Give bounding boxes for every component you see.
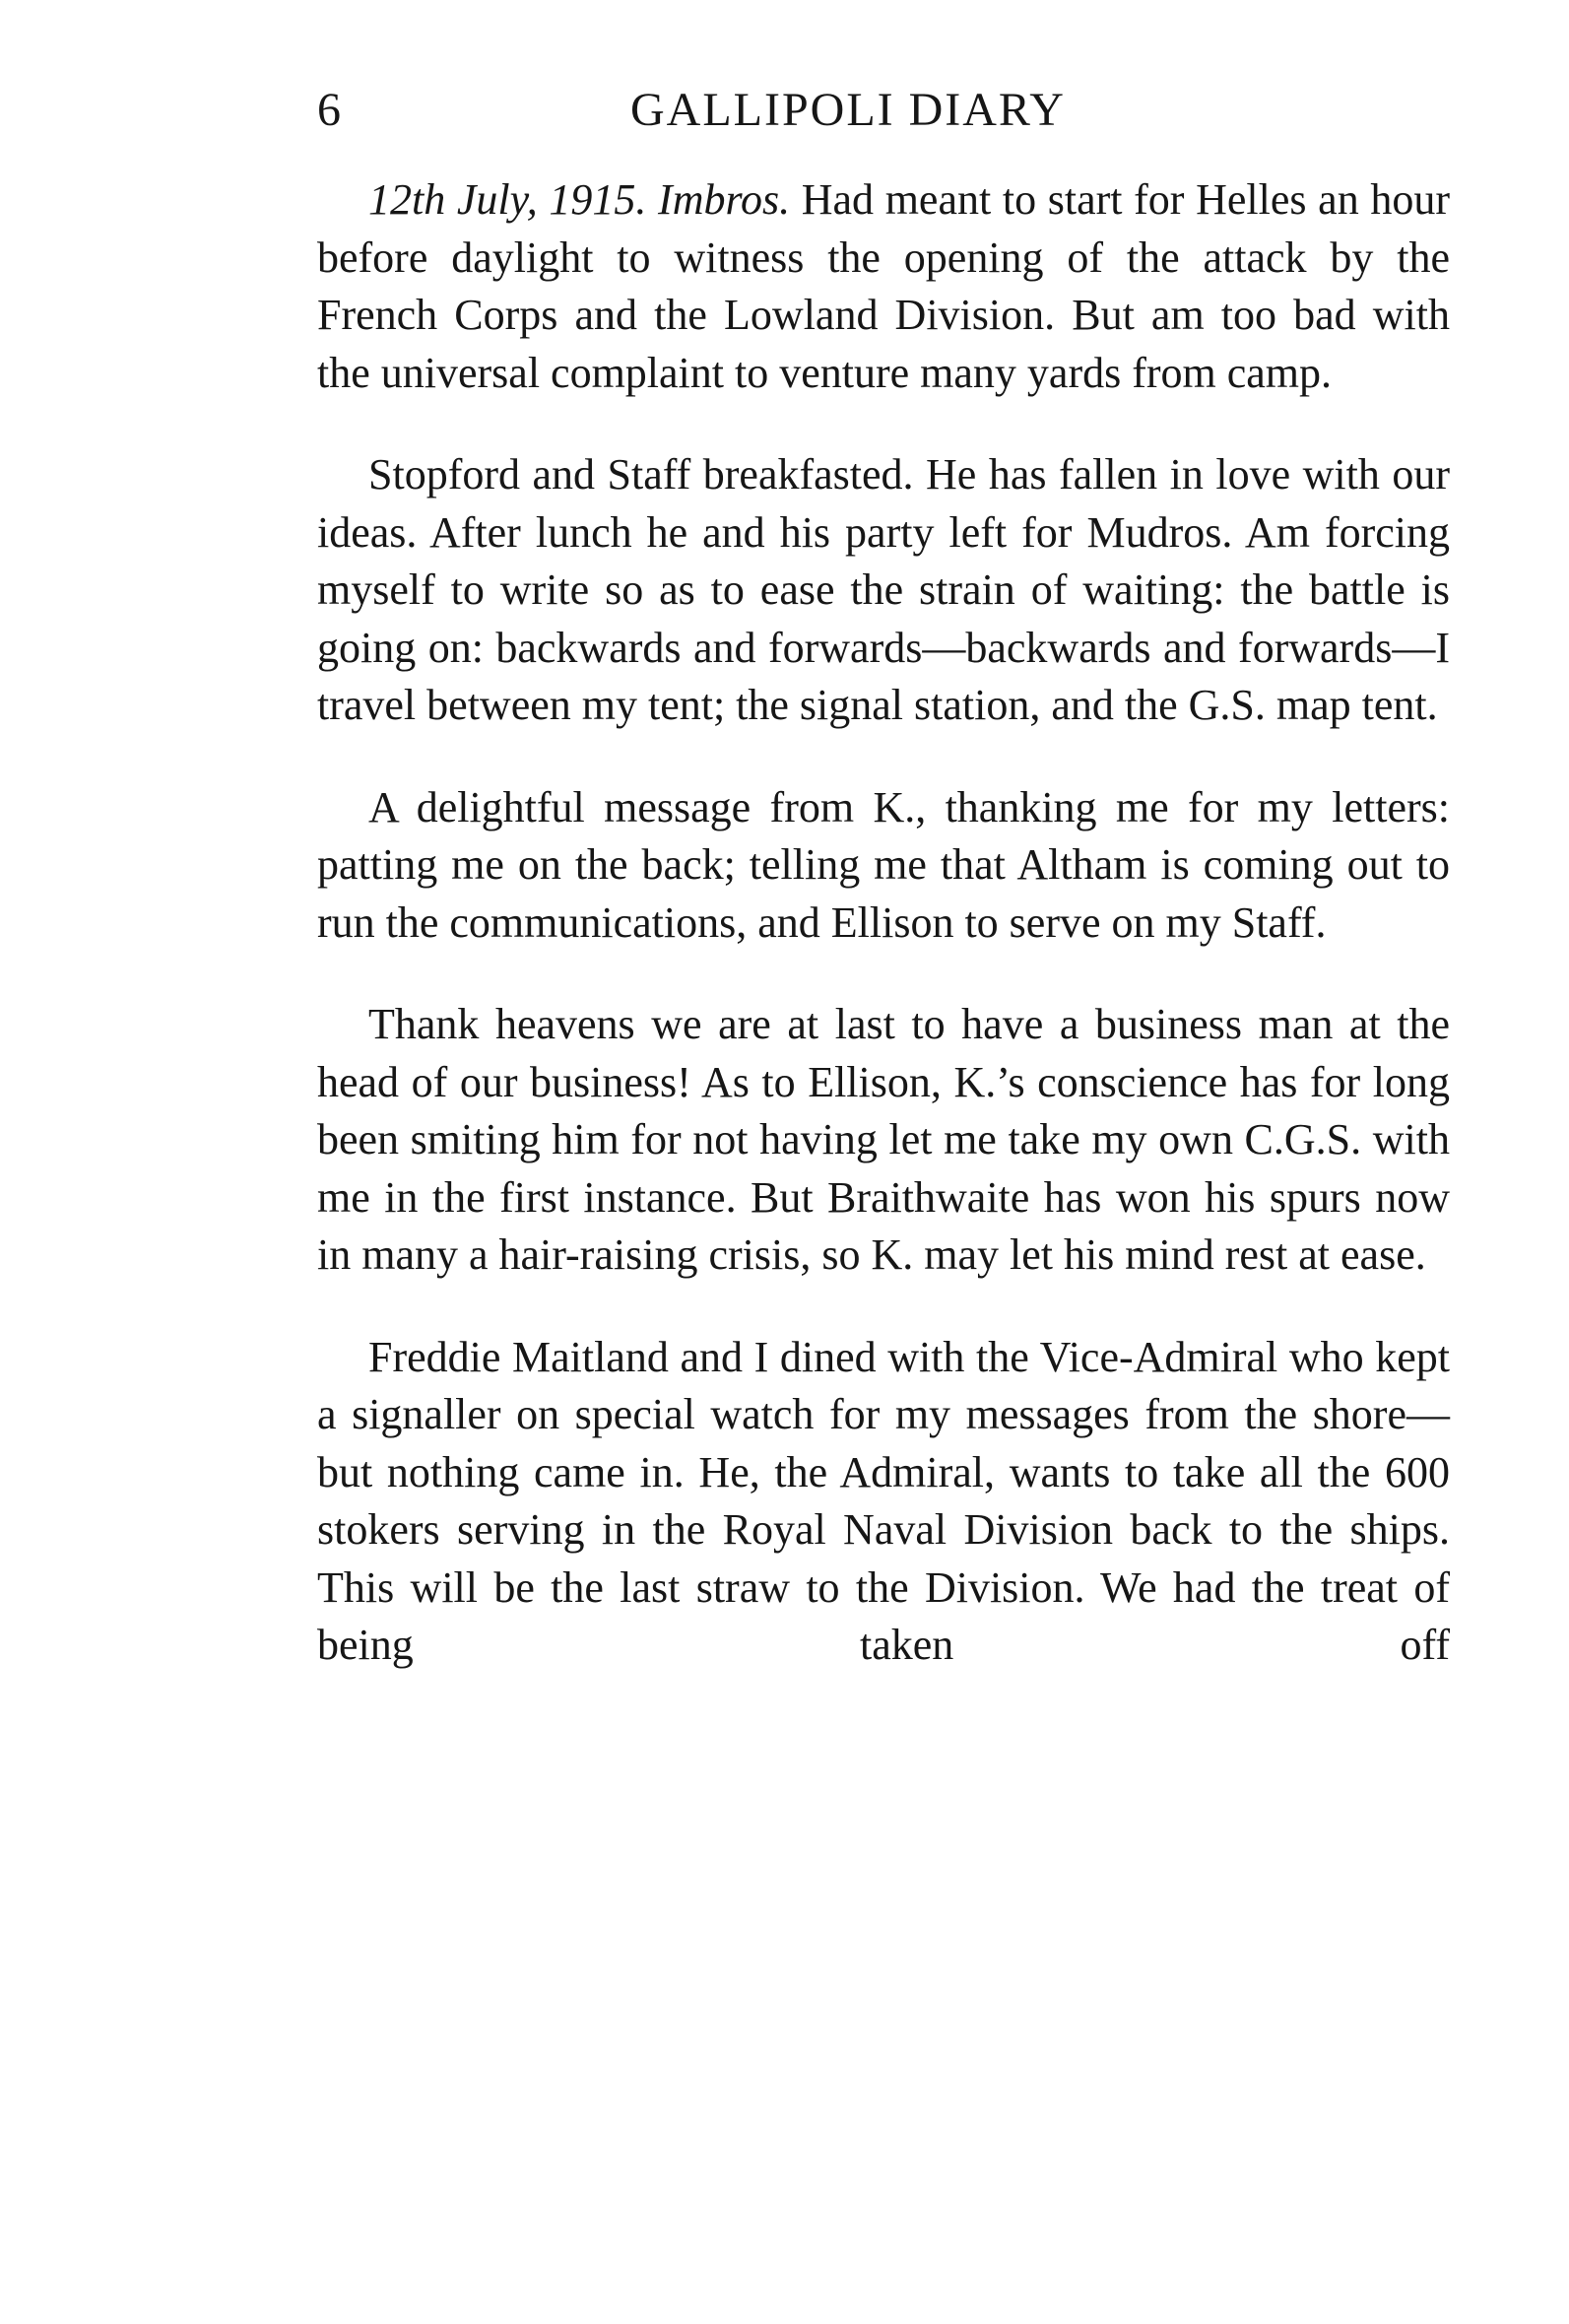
entry-place: Imbros. bbox=[658, 175, 791, 224]
entry-paragraph-1 bbox=[317, 171, 1450, 402]
paragraph-5: Freddie Maitland and I dined with the Vice-Admiral who kept a signaller on special watch for my messages from the shore—but nothing came in. He, the Admiral, wants to take all the 600 stokers serving in the Royal Naval Division back to the ships. This will be the last straw to the Division. We had the treat of being taken off bbox=[317, 1332, 1450, 1669]
book-title: GALLIPOLI DIARY bbox=[630, 84, 1066, 136]
entry-date: 12th July, 1915. bbox=[368, 175, 647, 224]
running-head bbox=[317, 83, 1450, 142]
diary-text bbox=[317, 171, 1450, 1675]
page-number: 6 bbox=[317, 84, 343, 136]
paragraph-4: Thank heavens we are at last to have a business man at the head of our business! As to Ellison, K.’s conscience has for long been smiting him for not having let me take my own C.G.S. with me in the first instance. But Braithwaite has won his spurs now in many a hair-raising crisis, so K. may let his mind rest at ease. bbox=[317, 1000, 1450, 1279]
entry-text: Had meant to start for Helles an hour before daylight to witness the opening of the attack by the French Corps and the Lowland Division. But am too bad with the universal complaint to venture many yards from camp. bbox=[317, 175, 1450, 397]
paragraph-3: A delightful message from K., thanking me for my letters: patting me on the back; telling me that Altham is coming out to run the communications, and Ellison to serve on my Staff. bbox=[317, 782, 1450, 947]
paragraph-2: Stopford and Staff breakfasted. He has fallen in love with our ideas. After lunch he and his party left for Mudros. Am forcing myself to write so as to ease the strain of waiting: the battle is going on: backwards and forwards—backwards and forwards—I travel between my tent; the signal station, and the G.S. map tent. bbox=[317, 450, 1450, 729]
